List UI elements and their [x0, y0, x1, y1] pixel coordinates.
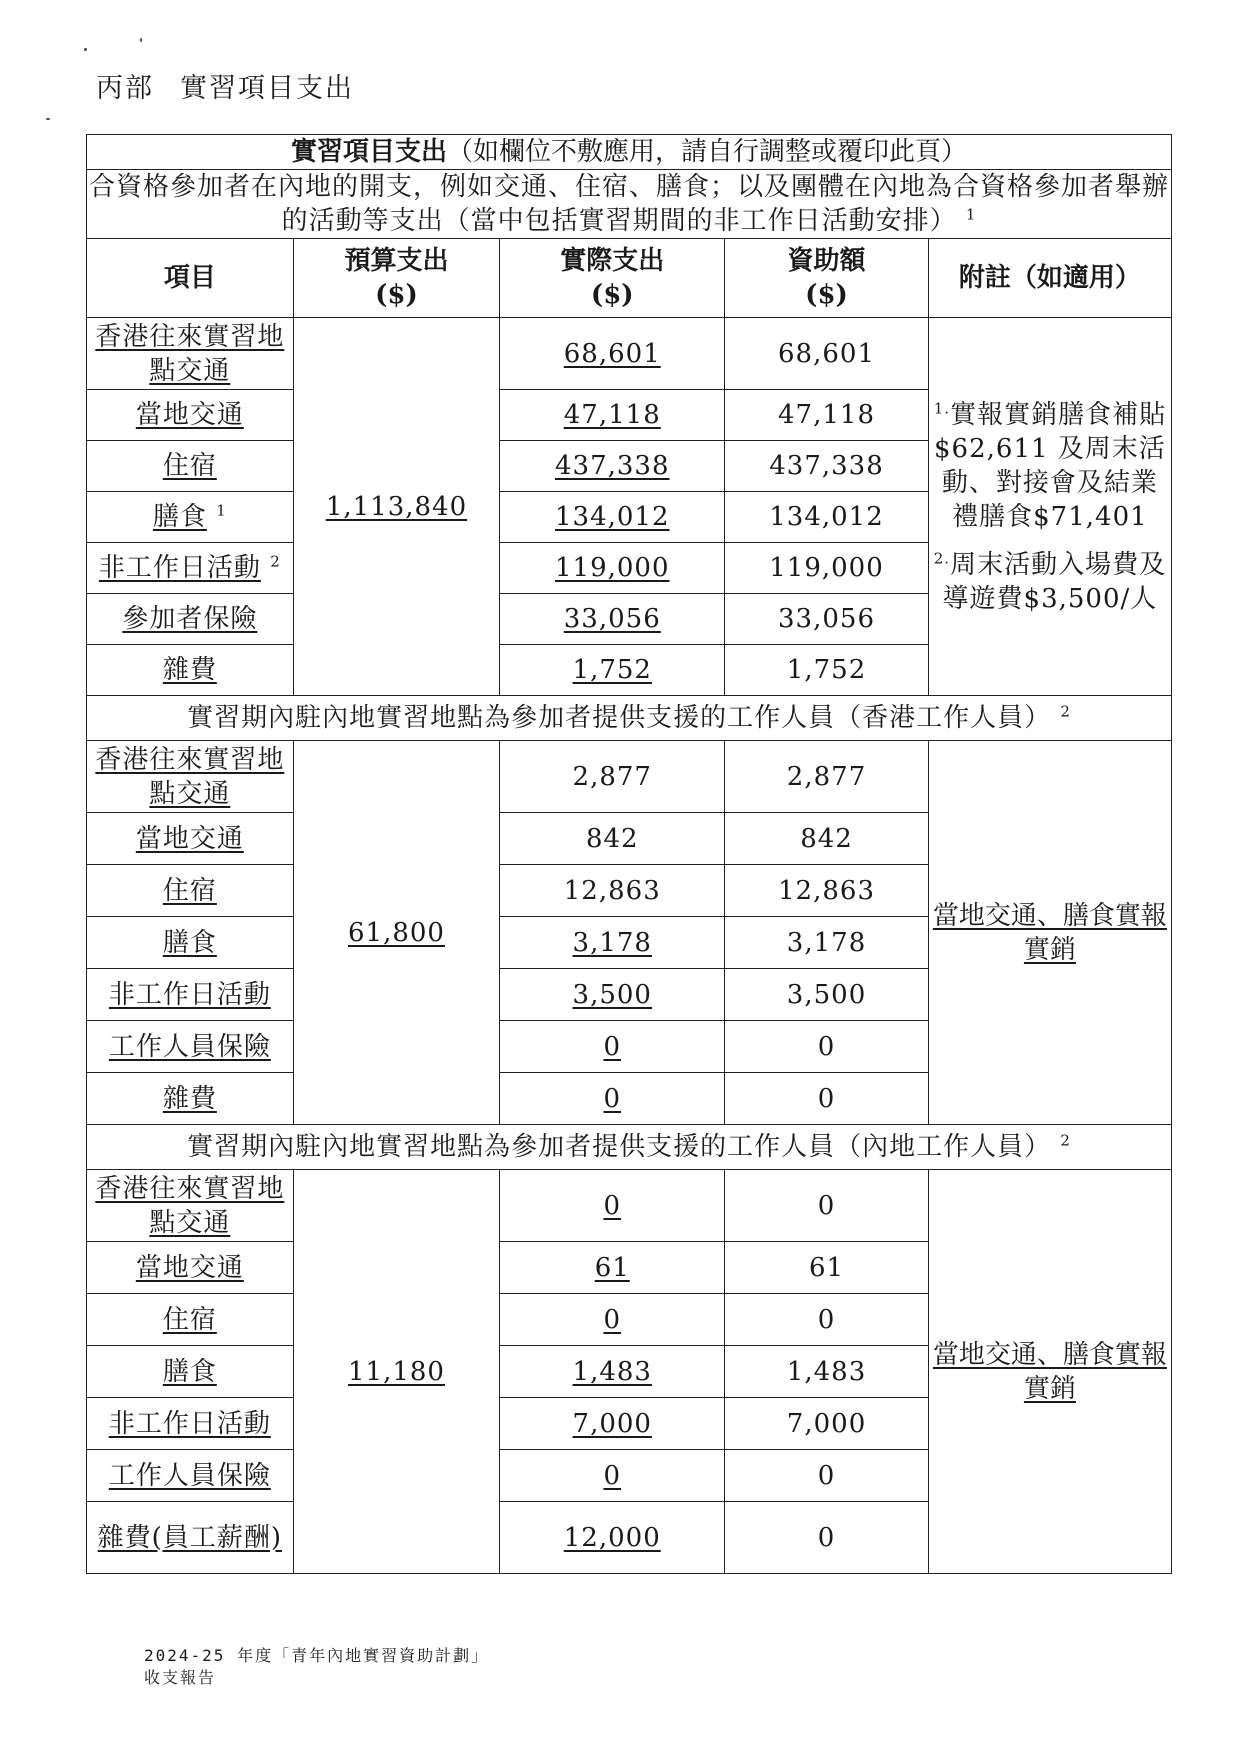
- hk-staff-subheading: 實習期內駐內地實習地點為參加者提供支援的工作人員（香港工作人員） $^2$: [87, 696, 1172, 741]
- actual-cell: 68,601: [500, 318, 725, 390]
- actual-cell: 12,000: [500, 1502, 725, 1574]
- col-item-header: 項目: [87, 239, 294, 318]
- heading-title: 實習項目支出: [180, 73, 354, 104]
- subsidy-cell: 47,118: [725, 390, 929, 441]
- col-remarks-header: 附註（如適用）: [928, 239, 1171, 318]
- actual-cell: 134,012: [500, 492, 725, 543]
- page-heading: [96, 66, 354, 105]
- budget-cell: 1,113,840: [293, 318, 500, 696]
- budget-cell: 61,800: [293, 741, 500, 1125]
- footer-line: 收支報告: [144, 1668, 217, 1687]
- actual-cell: 0: [500, 1294, 725, 1346]
- subsidy-cell: 0: [725, 1170, 929, 1242]
- subsidy-cell: 134,012: [725, 492, 929, 543]
- actual-cell: 33,056: [500, 594, 725, 645]
- subsidy-cell: 0: [725, 1021, 929, 1073]
- col-actual-header: 實際支出 ($): [500, 239, 725, 318]
- actual-cell: 437,338: [500, 441, 725, 492]
- subsidy-cell: 1,483: [725, 1346, 929, 1398]
- subsidy-cell: 7,000: [725, 1398, 929, 1450]
- actual-cell: 0: [500, 1021, 725, 1073]
- table-row-item: 當地交通: [87, 1242, 294, 1294]
- table-row-item: 香港往來實習地點交通: [87, 318, 294, 390]
- actual-cell: 3,178: [500, 917, 725, 969]
- scan-speck: [84, 48, 87, 51]
- table-row-item: 非工作日活動: [87, 969, 294, 1021]
- remarks-cell: 當地交通、膳食實報實銷: [928, 1170, 1171, 1574]
- subsidy-cell: 0: [725, 1073, 929, 1125]
- subsidy-cell: 0: [725, 1450, 929, 1502]
- table-row-item: 住宿: [87, 1294, 294, 1346]
- actual-cell: 842: [500, 813, 725, 865]
- subsidy-cell: 61: [725, 1242, 929, 1294]
- subsidy-cell: 3,178: [725, 917, 929, 969]
- scan-speck: [46, 118, 50, 120]
- subsidy-cell: 68,601: [725, 318, 929, 390]
- subsidy-cell: 12,863: [725, 865, 929, 917]
- subsidy-cell: 1,752: [725, 645, 929, 696]
- actual-cell: 1,752: [500, 645, 725, 696]
- remarks-cell: 當地交通、膳食實報實銷: [928, 741, 1171, 1125]
- table-row-item: 當地交通: [87, 390, 294, 441]
- table-row-item: 膳食: [87, 917, 294, 969]
- table-row-item: 非工作日活動: [87, 1398, 294, 1450]
- table-row-item: 雜費: [87, 1073, 294, 1125]
- table-row-item: 工作人員保險: [87, 1450, 294, 1502]
- scan-speck: [140, 38, 142, 42]
- col-budget-header: 預算支出 ($): [293, 239, 500, 318]
- page-footer: [144, 1645, 489, 1689]
- table-row-item: 雜費(員工薪酬): [87, 1502, 294, 1574]
- actual-cell: 3,500: [500, 969, 725, 1021]
- actual-cell: 119,000: [500, 543, 725, 594]
- table-row-item: 非工作日活動 $^2$: [87, 543, 294, 594]
- actual-cell: 0: [500, 1073, 725, 1125]
- subsidy-cell: 2,877: [725, 741, 929, 813]
- actual-cell: 0: [500, 1170, 725, 1242]
- table-row-item: 工作人員保險: [87, 1021, 294, 1073]
- table-row-item: 參加者保險: [87, 594, 294, 645]
- subsidy-cell: 0: [725, 1502, 929, 1574]
- budget-cell: 11,180: [293, 1170, 500, 1574]
- remarks-cell: $^{1.}$實報實銷膳食補貼$62,611 及周末活動、對接會及結業禮膳食$71,401 $^{2.}$周末活動入場費及導遊費$3,500/人: [928, 318, 1171, 696]
- actual-cell: 7,000: [500, 1398, 725, 1450]
- subsidy-cell: 33,056: [725, 594, 929, 645]
- table-row-item: 雜費: [87, 645, 294, 696]
- intro-text: 合資格參加者在內地的開支，例如交通、住宿、膳食；以及團體在內地為合資格參加者舉辦的活動等支出（當中包括實習期間的非工作日活動安排） $^1$: [87, 170, 1172, 239]
- table-row-item: 膳食 $^1$: [87, 492, 294, 543]
- actual-cell: 0: [500, 1450, 725, 1502]
- footer-line: 2024-25 年度「青年內地實習資助計劃」: [144, 1646, 490, 1665]
- table-row-item: 香港往來實習地點交通: [87, 741, 294, 813]
- subsidy-cell: 3,500: [725, 969, 929, 1021]
- subsidy-cell: 437,338: [725, 441, 929, 492]
- subsidy-cell: 842: [725, 813, 929, 865]
- table-row-item: 當地交通: [87, 813, 294, 865]
- actual-cell: 47,118: [500, 390, 725, 441]
- table-row-item: 住宿: [87, 865, 294, 917]
- subsidy-cell: 119,000: [725, 543, 929, 594]
- actual-cell: 2,877: [500, 741, 725, 813]
- section-title: 實習項目支出（如欄位不敷應用，請自行調整或覆印此頁）: [87, 135, 1172, 170]
- expenditure-table: [86, 134, 1172, 1574]
- table-row-item: 膳食: [87, 1346, 294, 1398]
- actual-cell: 1,483: [500, 1346, 725, 1398]
- actual-cell: 12,863: [500, 865, 725, 917]
- table-row-item: 住宿: [87, 441, 294, 492]
- col-subsidy-header: 資助額 ($): [725, 239, 929, 318]
- subsidy-cell: 0: [725, 1294, 929, 1346]
- heading-part: 丙部: [96, 73, 154, 104]
- mainland-staff-subheading: 實習期內駐內地實習地點為參加者提供支援的工作人員（內地工作人員） $^2$: [87, 1125, 1172, 1170]
- actual-cell: 61: [500, 1242, 725, 1294]
- table-row-item: 香港往來實習地點交通: [87, 1170, 294, 1242]
